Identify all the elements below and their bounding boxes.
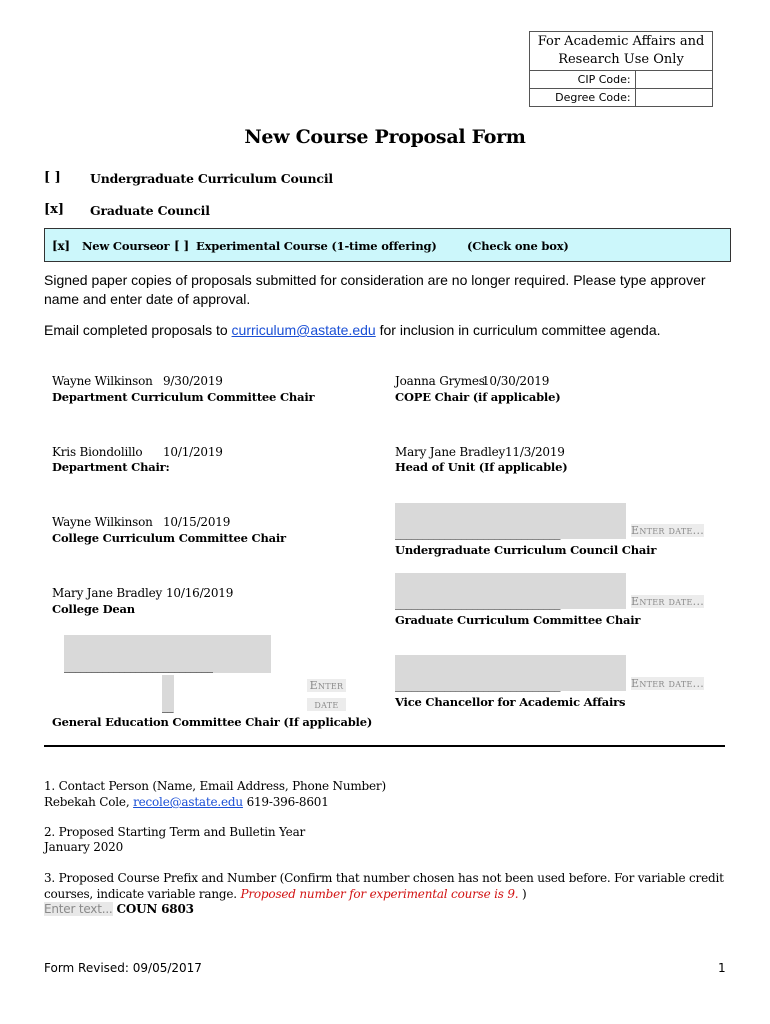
email-suffix: for inclusion in curriculum committee agenda. [375,322,661,338]
vc-date-placeholder[interactable]: Enter date... [631,677,705,690]
academic-affairs-use-box [529,31,713,107]
page-title: New Course Proposal Form [244,126,526,148]
vc-signature-line: ______________________________ [395,678,560,692]
ucc-chair-date-placeholder[interactable]: Enter date... [631,524,705,537]
email-instruction [44,321,734,340]
cope-chair-name[interactable]: Joanna Grymes [395,374,485,388]
college-dean-name[interactable]: Mary Jane Bradley [52,586,163,600]
cip-code-field[interactable] [635,71,712,89]
ucc-chair-signature-line: ______________________________ [395,526,560,540]
email-prefix: Email completed proposals to [44,322,232,338]
cip-code-label: CIP Code: [530,71,636,89]
new-course-label: New Course [82,239,157,253]
gen-ed-date-placeholder-2[interactable]: date [307,698,346,711]
section-3-heading [44,871,724,902]
dept-chair-date[interactable]: 10/1/2019 [163,445,223,459]
contact-name[interactable]: Rebekah Cole, [44,795,134,809]
dept-chair-name[interactable]: Kris Biondolillo [52,445,143,459]
section-3-text: 3. Proposed Course Prefix and Number (Confirm that number chosen has not been used before. For variable credit courses, indicate variable range. [44,871,724,901]
dept-curriculum-chair-role: Department Curriculum Committee Chair [52,390,315,404]
ucc-checkbox[interactable]: [ ] [44,170,61,185]
experimental-course-checkbox[interactable]: [ ] [174,239,189,253]
ucc-label: Undergraduate Curriculum Council [90,171,333,186]
gen-ed-date-placeholder-1[interactable]: Enter [307,679,346,692]
gen-ed-date-line: __ [162,699,173,713]
section-2-value[interactable]: January 2020 [44,840,124,854]
college-curriculum-chair-date[interactable]: 10/15/2019 [163,515,231,529]
gen-ed-chair-role: General Education Committee Chair (If applicable) [52,715,373,729]
use-only-header: For Academic Affairs and Research Use Only [530,32,713,71]
section-3-close: ) [518,886,527,901]
head-of-unit-date[interactable]: 11/3/2019 [505,445,565,459]
check-one-hint: (Check one box) [467,239,569,253]
dept-curriculum-chair-name[interactable]: Wayne Wilkinson [52,374,153,388]
page-number: 1 [718,961,726,975]
head-of-unit-name[interactable]: Mary Jane Bradley [395,445,506,459]
graduate-council-label: Graduate Council [90,203,210,218]
section-divider [44,745,725,747]
course-number-placeholder[interactable]: Enter text... [44,902,113,916]
college-dean-date[interactable]: 10/16/2019 [166,586,234,600]
gcc-chair-signature-line: ______________________________ [395,596,560,610]
head-of-unit-role: Head of Unit (If applicable) [395,460,568,474]
contact-email-link[interactable]: recole@astate.edu [133,795,243,809]
or-label: or [156,239,170,253]
experimental-number-note: Proposed number for experimental course is 9. [240,886,519,901]
college-dean-role: College Dean [52,602,135,616]
signed-copies-instruction: Signed paper copies of proposals submitted for consideration are no longer required. Please type approver name and enter date of approval. [44,272,706,307]
section-1-heading: 1. Contact Person (Name, Email Address, Phone Number) [44,779,386,793]
section-1-value [44,795,744,811]
gcc-chair-role: Graduate Curriculum Committee Chair [395,613,641,627]
gen-ed-signature-line: ___________________________ [64,659,213,673]
cope-chair-date[interactable]: 10/30/2019 [482,374,550,388]
experimental-course-label: Experimental Course (1-time offering) [196,239,437,253]
graduate-council-checkbox[interactable]: [x] [44,202,65,217]
contact-phone[interactable]: 619-396-8601 [242,795,329,809]
cope-chair-role: COPE Chair (if applicable) [395,390,561,404]
degree-code-label: Degree Code: [530,89,636,107]
curriculum-email-link[interactable]: curriculum@astate.edu [231,322,376,338]
ucc-chair-role: Undergraduate Curriculum Council Chair [395,543,657,557]
gcc-chair-date-placeholder[interactable]: Enter date... [631,595,705,608]
dept-curriculum-chair-date[interactable]: 9/30/2019 [163,374,223,388]
section-2-heading: 2. Proposed Starting Term and Bulletin Year [44,825,306,839]
course-number-value[interactable]: COUN 6803 [112,902,194,916]
form-revised-date: Form Revised: 09/05/2017 [44,961,202,975]
college-curriculum-chair-name[interactable]: Wayne Wilkinson [52,515,153,529]
vc-role: Vice Chancellor for Academic Affairs [395,695,626,709]
new-course-checkbox[interactable]: [x] [52,239,70,253]
degree-code-field[interactable] [635,89,712,107]
college-curriculum-chair-role: College Curriculum Committee Chair [52,531,286,545]
dept-chair-role: Department Chair: [52,460,170,474]
section-3-value [44,902,744,918]
